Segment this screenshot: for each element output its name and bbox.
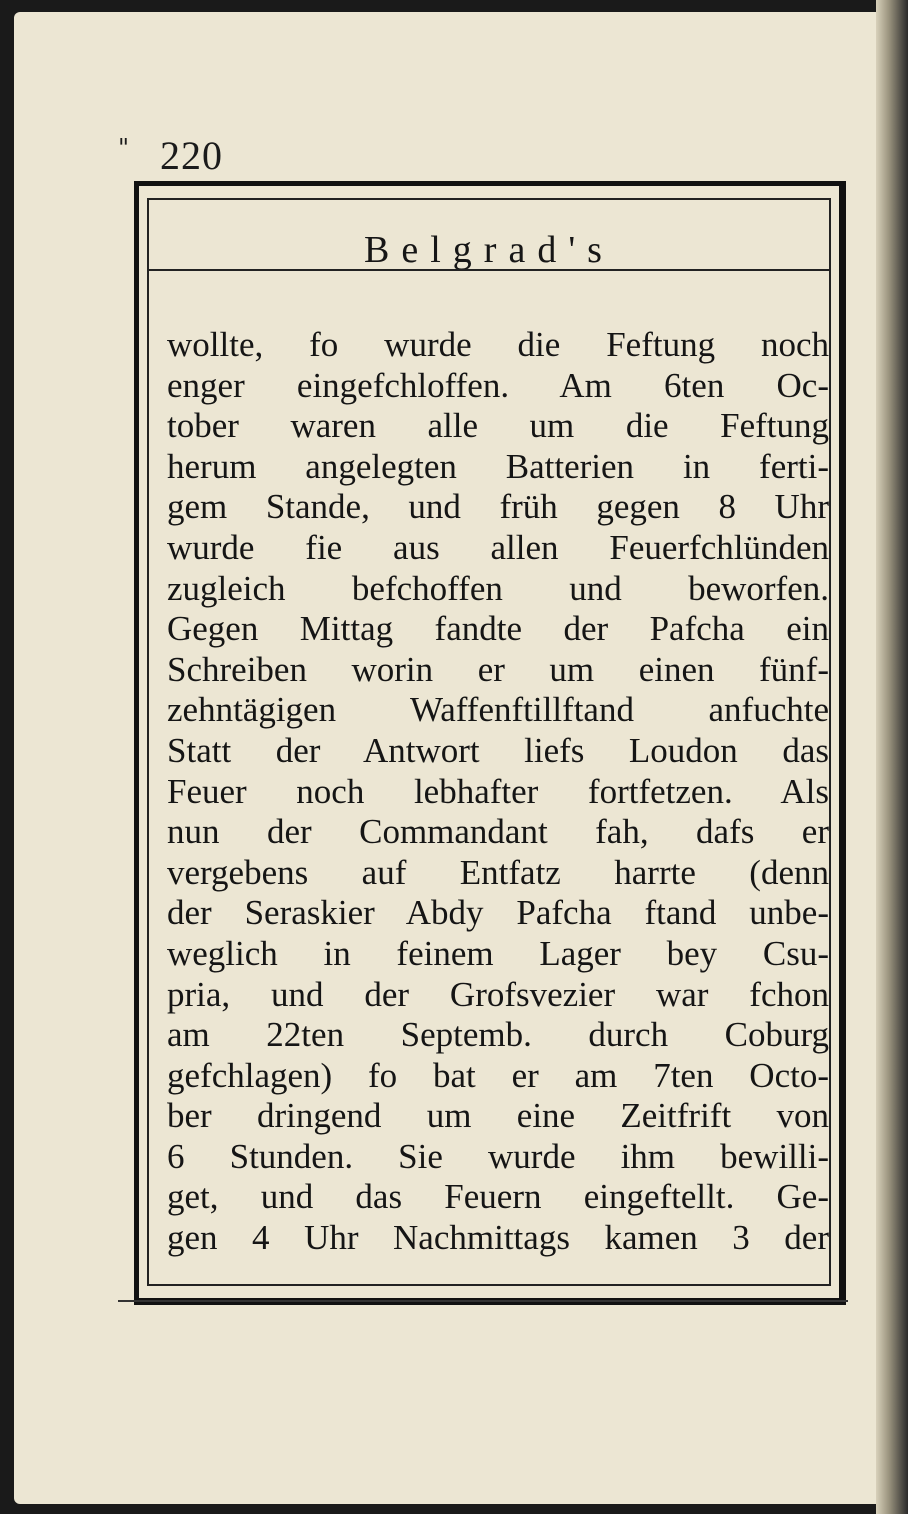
text-line: der Seraskier Abdy Pafcha ftand unbe-	[167, 893, 829, 933]
text-line: enger eingefchloffen. Am 6ten Oc-	[167, 365, 829, 405]
text-line: wollte, fo wurde die Feftung noch	[167, 325, 829, 364]
body-text	[167, 325, 829, 1259]
text-line: zehntägigen Waffenftillftand anfuchte	[167, 690, 829, 730]
text-frame-inner	[147, 198, 831, 1286]
text-line: nun der Commandant fah, dafs er	[167, 812, 829, 852]
text-line: get, und das Feuern eingeftellt. Ge-	[167, 1177, 829, 1217]
text-line: Feuer noch lebhafter fortfetzen. Als	[167, 771, 829, 811]
text-line: weglich in feinem Lager bey Csu-	[167, 933, 829, 973]
text-line: herum angelegten Batterien in ferti-	[167, 446, 829, 486]
head-rule	[149, 269, 829, 271]
running-head: Belgrad's	[364, 229, 614, 271]
page-number: 220	[160, 133, 223, 178]
text-frame	[134, 181, 846, 1305]
text-line: 6 Stunden. Sie wurde ihm bewilli-	[167, 1136, 829, 1176]
text-line: gen 4 Uhr Nachmittags kamen 3 der	[167, 1218, 829, 1258]
text-line: wurde fie aus allen Feuerfchlünden	[167, 527, 829, 567]
book-spine-shadow	[876, 0, 908, 1514]
text-line: Schreiben worin er um einen fünf-	[167, 649, 829, 689]
text-line: am 22ten Septemb. durch Coburg	[167, 1015, 829, 1055]
text-line: pria, und der Grofsvezier war fchon	[167, 974, 829, 1014]
text-line: tober waren alle um die Feftung	[167, 406, 829, 446]
bottom-rule	[118, 1300, 848, 1302]
text-line: gem Stande, und früh gegen 8 Uhr	[167, 487, 829, 527]
text-line: Statt der Antwort liefs Loudon das	[167, 730, 829, 770]
text-line: vergebens auf Entfatz harrte (denn	[167, 852, 829, 892]
text-line: ber dringend um eine Zeitfrift von	[167, 1096, 829, 1136]
corner-mark: "	[118, 134, 130, 162]
text-line: gefchlagen) fo bat er am 7ten Octo-	[167, 1055, 829, 1095]
text-line: zugleich befchoffen und beworfen.	[167, 568, 829, 608]
text-line: Gegen Mittag fandte der Pafcha ein	[167, 609, 829, 649]
